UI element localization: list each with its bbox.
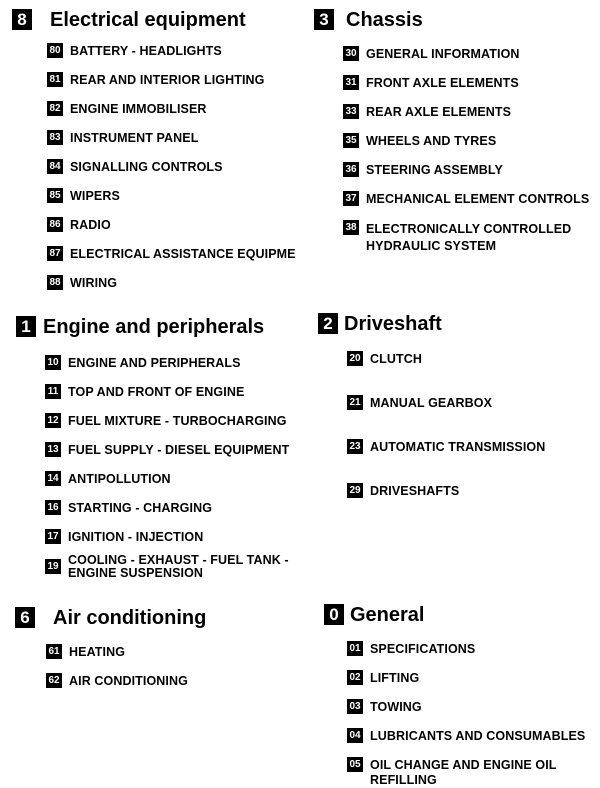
- section-number: 1: [16, 316, 36, 337]
- index-item[interactable]: [347, 758, 570, 788]
- item-label: MANUAL GEARBOX: [370, 396, 493, 410]
- item-label: FUEL SUPPLY - DIESEL EQUIPMENT: [68, 443, 290, 457]
- index-item[interactable]: [47, 44, 222, 59]
- item-label: BATTERY - HEADLIGHTS: [70, 44, 222, 58]
- index-item[interactable]: [343, 163, 503, 178]
- section-number: 8: [12, 9, 32, 30]
- index-item[interactable]: [45, 414, 287, 429]
- section-title: Driveshaft: [344, 312, 442, 335]
- item-number: 11: [45, 384, 61, 399]
- index-item[interactable]: [347, 440, 545, 455]
- section-heading[interactable]: [318, 313, 588, 334]
- section-title: General: [350, 603, 425, 626]
- item-number: 84: [47, 159, 63, 174]
- section-number: 2: [318, 313, 338, 334]
- index-item[interactable]: [45, 554, 338, 580]
- item-label: MECHANICAL ELEMENT CONTROLS: [366, 192, 590, 206]
- item-number: 19: [45, 559, 61, 574]
- index-item[interactable]: [347, 484, 459, 499]
- item-label: SPECIFICATIONS: [370, 642, 476, 656]
- index-item[interactable]: [47, 131, 198, 146]
- item-number: 21: [347, 395, 363, 410]
- item-label: ELECTRICAL ASSISTANCE EQUIPME: [70, 247, 296, 261]
- item-number: 83: [47, 130, 63, 145]
- item-label: WIPERS: [70, 189, 120, 203]
- item-label: GENERAL INFORMATION: [366, 47, 520, 61]
- index-item[interactable]: [47, 247, 296, 262]
- index-item[interactable]: [45, 443, 289, 458]
- index-item[interactable]: [47, 102, 207, 117]
- section-title: Electrical equipment: [50, 8, 246, 31]
- item-number: 10: [45, 355, 61, 370]
- index-item[interactable]: [347, 642, 475, 657]
- item-number: 16: [45, 500, 61, 515]
- item-label: REAR AND INTERIOR LIGHTING: [70, 73, 265, 87]
- section-title: Chassis: [346, 8, 423, 31]
- item-number: 20: [347, 351, 363, 366]
- index-item[interactable]: [47, 73, 265, 88]
- index-item[interactable]: [347, 352, 422, 367]
- item-number: 03: [347, 699, 363, 714]
- index-item[interactable]: [46, 674, 188, 689]
- item-label: SIGNALLING CONTROLS: [70, 160, 223, 174]
- index-item[interactable]: [45, 385, 244, 400]
- section-title: Air conditioning: [53, 606, 207, 629]
- item-number: 82: [47, 101, 63, 116]
- item-number: 88: [47, 275, 63, 290]
- item-number: 12: [45, 413, 61, 428]
- section-electrical-equipment: [12, 8, 302, 290]
- item-label: ENGINE AND PERIPHERALS: [68, 356, 241, 370]
- section-driveshaft: [318, 312, 588, 498]
- item-number: 23: [347, 439, 363, 454]
- index-item[interactable]: [343, 221, 581, 255]
- index-item[interactable]: [343, 134, 496, 149]
- section-number: 3: [314, 9, 334, 30]
- item-number: 35: [343, 133, 359, 148]
- section-chassis: [314, 8, 594, 253]
- index-item[interactable]: [347, 729, 585, 744]
- item-number: 01: [347, 641, 363, 656]
- section-heading[interactable]: [15, 607, 295, 628]
- item-number: 31: [343, 75, 359, 90]
- item-number: 05: [347, 757, 363, 772]
- item-number: 62: [46, 673, 62, 688]
- item-number: 02: [347, 670, 363, 685]
- item-number: 80: [47, 43, 63, 58]
- index-item[interactable]: [45, 356, 241, 371]
- index-item[interactable]: [46, 645, 125, 660]
- section-heading[interactable]: [324, 604, 594, 625]
- item-label: RADIO: [70, 218, 111, 232]
- item-number: 14: [45, 471, 61, 486]
- item-label: TOWING: [370, 700, 422, 714]
- item-label: WHEELS AND TYRES: [366, 134, 497, 148]
- item-number: 86: [47, 217, 63, 232]
- item-label: IGNITION - INJECTION: [68, 530, 204, 544]
- item-label: AIR CONDITIONING: [69, 674, 188, 688]
- item-label: OIL CHANGE AND ENGINE OIL REFILLING: [370, 758, 557, 787]
- index-item[interactable]: [45, 472, 171, 487]
- section-general: [324, 603, 594, 787]
- item-label: DRIVESHAFTS: [370, 484, 460, 498]
- item-label: FUEL MIXTURE - TURBOCHARGING: [68, 414, 287, 428]
- item-number: 13: [45, 442, 61, 457]
- item-number: 29: [347, 483, 363, 498]
- item-label: CLUTCH: [370, 352, 422, 366]
- item-label: LIFTING: [370, 671, 420, 685]
- section-number: 6: [15, 607, 35, 628]
- section-engine-and-peripherals: [16, 315, 316, 580]
- section-heading[interactable]: [16, 316, 316, 337]
- item-label: TOP AND FRONT OF ENGINE: [68, 385, 245, 399]
- section-heading[interactable]: [12, 9, 302, 30]
- item-label: ELECTRONICALLY CONTROLLED HYDRAULIC SYSTEM: [366, 222, 572, 253]
- index-item[interactable]: [347, 396, 492, 411]
- index-item[interactable]: [45, 501, 212, 516]
- section-title: Engine and peripherals: [43, 315, 265, 338]
- index-item[interactable]: [47, 276, 117, 291]
- item-number: 33: [343, 104, 359, 119]
- item-label: ENGINE IMMOBILISER: [70, 102, 207, 116]
- index-item[interactable]: [343, 47, 520, 62]
- item-label: STEERING ASSEMBLY: [366, 163, 503, 177]
- item-label: FRONT AXLE ELEMENTS: [366, 76, 519, 90]
- item-number: 04: [347, 728, 363, 743]
- item-label: INSTRUMENT PANEL: [70, 131, 199, 145]
- item-label: REAR AXLE ELEMENTS: [366, 105, 512, 119]
- index-item[interactable]: [343, 192, 589, 207]
- item-label: STARTING - CHARGING: [68, 501, 213, 515]
- item-label: AUTOMATIC TRANSMISSION: [370, 440, 546, 454]
- item-label: WIRING: [70, 276, 118, 290]
- item-number: 85: [47, 188, 63, 203]
- index-item[interactable]: [347, 700, 422, 715]
- item-label: COOLING - EXHAUST - FUEL TANK - ENGINE SUSPENSION: [68, 553, 289, 580]
- index-item[interactable]: [347, 671, 419, 686]
- index-item[interactable]: [47, 218, 111, 233]
- item-label: ANTIPOLLUTION: [68, 472, 171, 486]
- item-number: 36: [343, 162, 359, 177]
- section-number: 0: [324, 604, 344, 625]
- index-item[interactable]: [343, 76, 519, 91]
- item-number: 37: [343, 191, 359, 206]
- item-number: 87: [47, 246, 63, 261]
- item-number: 38: [343, 220, 359, 235]
- index-item[interactable]: [47, 160, 223, 175]
- index-item[interactable]: [343, 105, 511, 120]
- index-item[interactable]: [47, 189, 120, 204]
- item-number: 17: [45, 529, 61, 544]
- item-label: HEATING: [69, 645, 126, 659]
- section-heading[interactable]: [314, 9, 594, 30]
- item-number: 61: [46, 644, 62, 659]
- index-item[interactable]: [45, 530, 203, 545]
- item-label: LUBRICANTS AND CONSUMABLES: [370, 729, 586, 743]
- section-air-conditioning: [15, 606, 295, 688]
- item-number: 30: [343, 46, 359, 61]
- item-number: 81: [47, 72, 63, 87]
